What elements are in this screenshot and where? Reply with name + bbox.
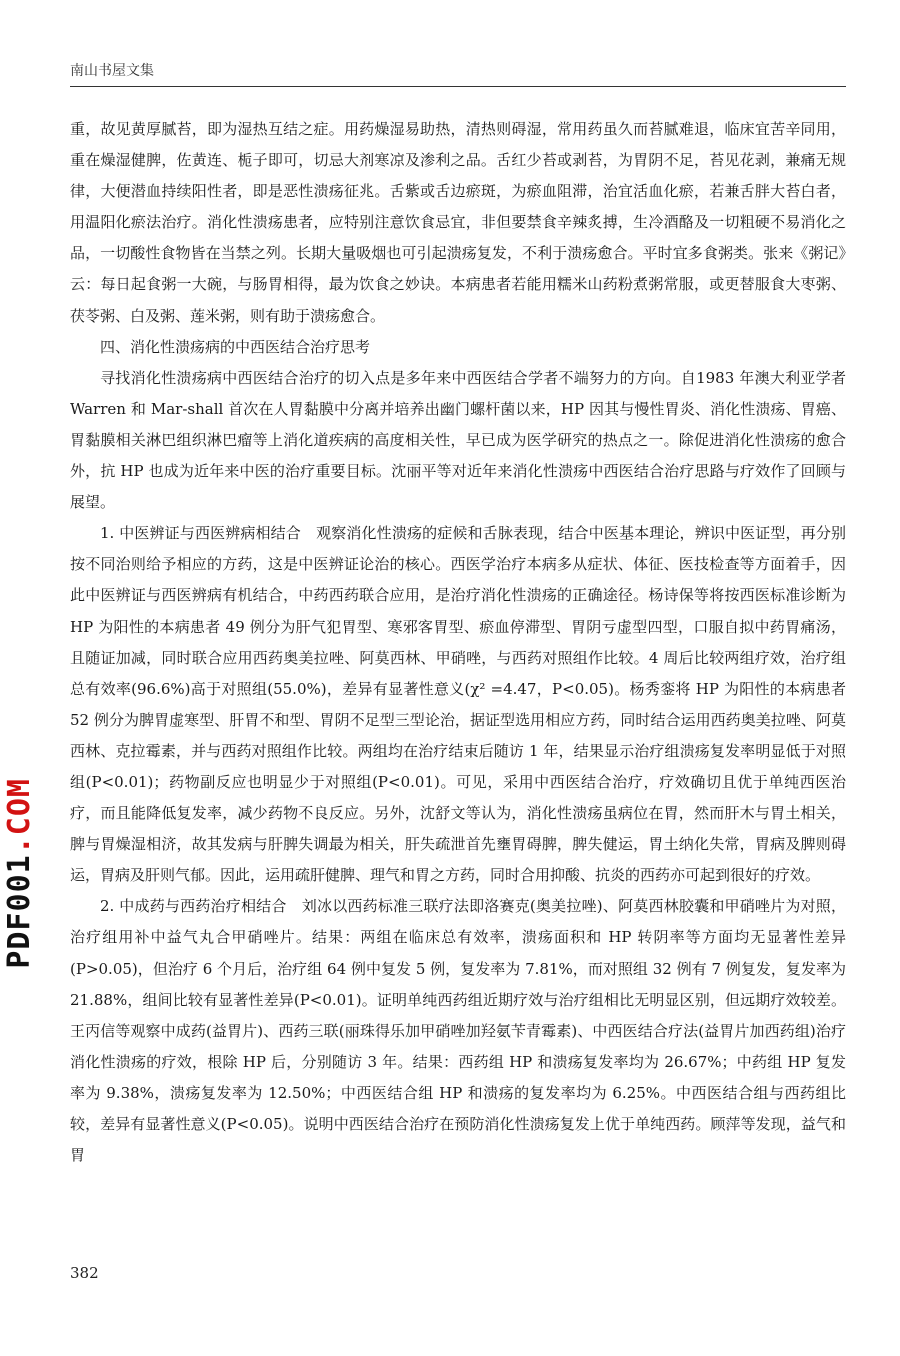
paragraph-subsection-1: 1. 中医辨证与西医辨病相结合 观察消化性溃疡的症候和舌脉表现，结合中医基本理论，辨识中医证型，再分别按不同治则给予相应的方药，这是中医辨证论治的核心。西医学治疗本病多从症状、体征、医技检查等方面着手，因此中医辨证与西医辨病有机结合，中药西药联合应用，是治疗消化性溃疡的正确途径。杨诗保等将按西医标准诊断为 HP 为阳性的本病患者 49 例分为肝气犯胃型、寒邪客胃型、瘀血停滞型、胃阴亏虚型四型，口服自拟中药胃痛汤，且随证加减，同时联合应用西药奥美拉唑、阿莫西林、甲硝唑，与西药对照组作比较。4 周后比较两组疗效，治疗组总有效率(96.6%)高于对照组(55.0%)，差异有显著性意义(χ² =4.47，P<0.05)。杨秀銮将 HP 为阳性的本病患者 52 例分为脾胃虚寒型、肝胃不和型、胃阴不足型三型论治，据证型选用相应方药，同时结合运用西药奥美拉唑、阿莫西林、克拉霉素，并与西药对照组作比较。两组均在治疗结束后随访 1 年，结果显示治疗组溃疡复发率明显低于对照组(P<0.01)；药物副反应也明显少于对照组(P<0.01)。可见，采用中西医结合治疗，疗效确切且优于单纯西医治疗，而且能降低复发率，减少药物不良反应。另外，沈舒文等认为，消化性溃疡虽病位在胃，然而肝木与胃土相关，脾与胃燥湿相济，故其发病与肝脾失调最为相关，肝失疏泄首先壅胃碍脾，脾失健运，胃土纳化失常，胃病及脾则碍运，胃病及肝则气郁。因此，运用疏肝健脾、理气和胃之方药，同时合用抑酸、抗炎的西药亦可起到很好的疗效。 bbox=[70, 524, 846, 885]
body-text bbox=[70, 114, 846, 1171]
running-header bbox=[70, 60, 846, 87]
paragraph-subsection-2: 2. 中成药与西药治疗相结合 刘冰以西药标准三联疗法即洛赛克(奥美拉唑)、阿莫西林胶囊和甲硝唑片为对照，治疗组用补中益气丸合甲硝唑片。结果：两组在临床总有效率，溃疡面积和 HP 转阴率等方面均无显著性差异(P>0.05)，但治疗 6 个月后，治疗组 64 例中复发 5 例，复发率为 7.81%，而对照组 32 例有 7 例复发，复发率为 21.88%，组间比较有显著性差异(P<0.01)。证明单纯西药组近期疗效与治疗组相比无明显区别，但远期疗效较差。王丙信等观察中成药(益胃片)、西药三联(丽珠得乐加甲硝唑加羟氨苄青霉素)、中西医结合疗法(益胃片加西药组)治疗消化性溃疡的疗效，根除 HP 后，分别随访 3 年。结果：西药组 HP 和溃疡复发率均为 26.67%；中药组 HP 复发率为 9.38%，溃疡复发率为 12.50%；中西医结合组 HP 和溃疡的复发率均为 6.25%。中西医结合组与西药组比较，差异有显著性意义(P<0.05)。说明中西医结合治疗在预防消化性溃疡复发上优于单纯西药。顾萍等发现，益气和胃 bbox=[70, 897, 846, 1165]
watermark-text-b: .COM bbox=[2, 778, 37, 855]
header-title: 南山书屋文集 bbox=[70, 63, 154, 79]
section-heading: 四、消化性溃疡病的中西医结合治疗思考 bbox=[100, 337, 371, 356]
watermark bbox=[2, 778, 38, 969]
paragraph-intro: 寻找消化性溃疡病中西医结合治疗的切入点是多年来中西医结合学者不端努力的方向。自1983 年澳大利亚学者 Warren 和 Mar-shall 首次在人胃黏膜中分离并培养出幽门螺杆菌以来，HP 因其与慢性胃炎、消化性溃疡、胃癌、胃黏膜相关淋巴组织淋巴瘤等上消化道疾病的高度相关性，早已成为医学研究的热点之一。除促进消化性溃疡的愈合外，抗 HP 也成为近年来中医的治疗重要目标。沈丽平等对近年来消化性溃疡中西医结合治疗思路与疗效作了回顾与展望。 bbox=[70, 368, 846, 512]
page-number: 382 bbox=[70, 1264, 99, 1282]
paragraph-continuation: 重，故见黄厚腻苔，即为湿热互结之症。用药燥湿易助热，清热则碍湿，常用药虽久而苔腻难退，临床宜苦辛同用，重在燥湿健脾，佐黄连、栀子即可，切忌大剂寒凉及渗利之品。舌红少苔或剥苔，为胃阴不足，苔见花剥，兼痛无规律，大便潜血持续阳性者，即是恶性溃疡征兆。舌紫或舌边瘀斑，为瘀血阻滞，治宜活血化瘀，若兼舌胖大苔白者，用温阳化瘀法治疗。消化性溃疡患者，应特别注意饮食忌宜，非但要禁食辛辣炙搏，生冷酒酪及一切粗硬不易消化之品，一切酸性食物皆在当禁之列。长期大量吸烟也可引起溃疡复发，不利于溃疡愈合。平时宜多食粥类。张来《粥记》云：每日起食粥一大碗，与肠胃相得，最为饮食之妙诀。本病患者若能用糯米山药粉煮粥常服，或更替服食大枣粥、茯苓粥、白及粥、莲米粥，则有助于溃疡愈合。 bbox=[70, 120, 846, 325]
watermark-text-a: PDF001 bbox=[2, 854, 37, 969]
